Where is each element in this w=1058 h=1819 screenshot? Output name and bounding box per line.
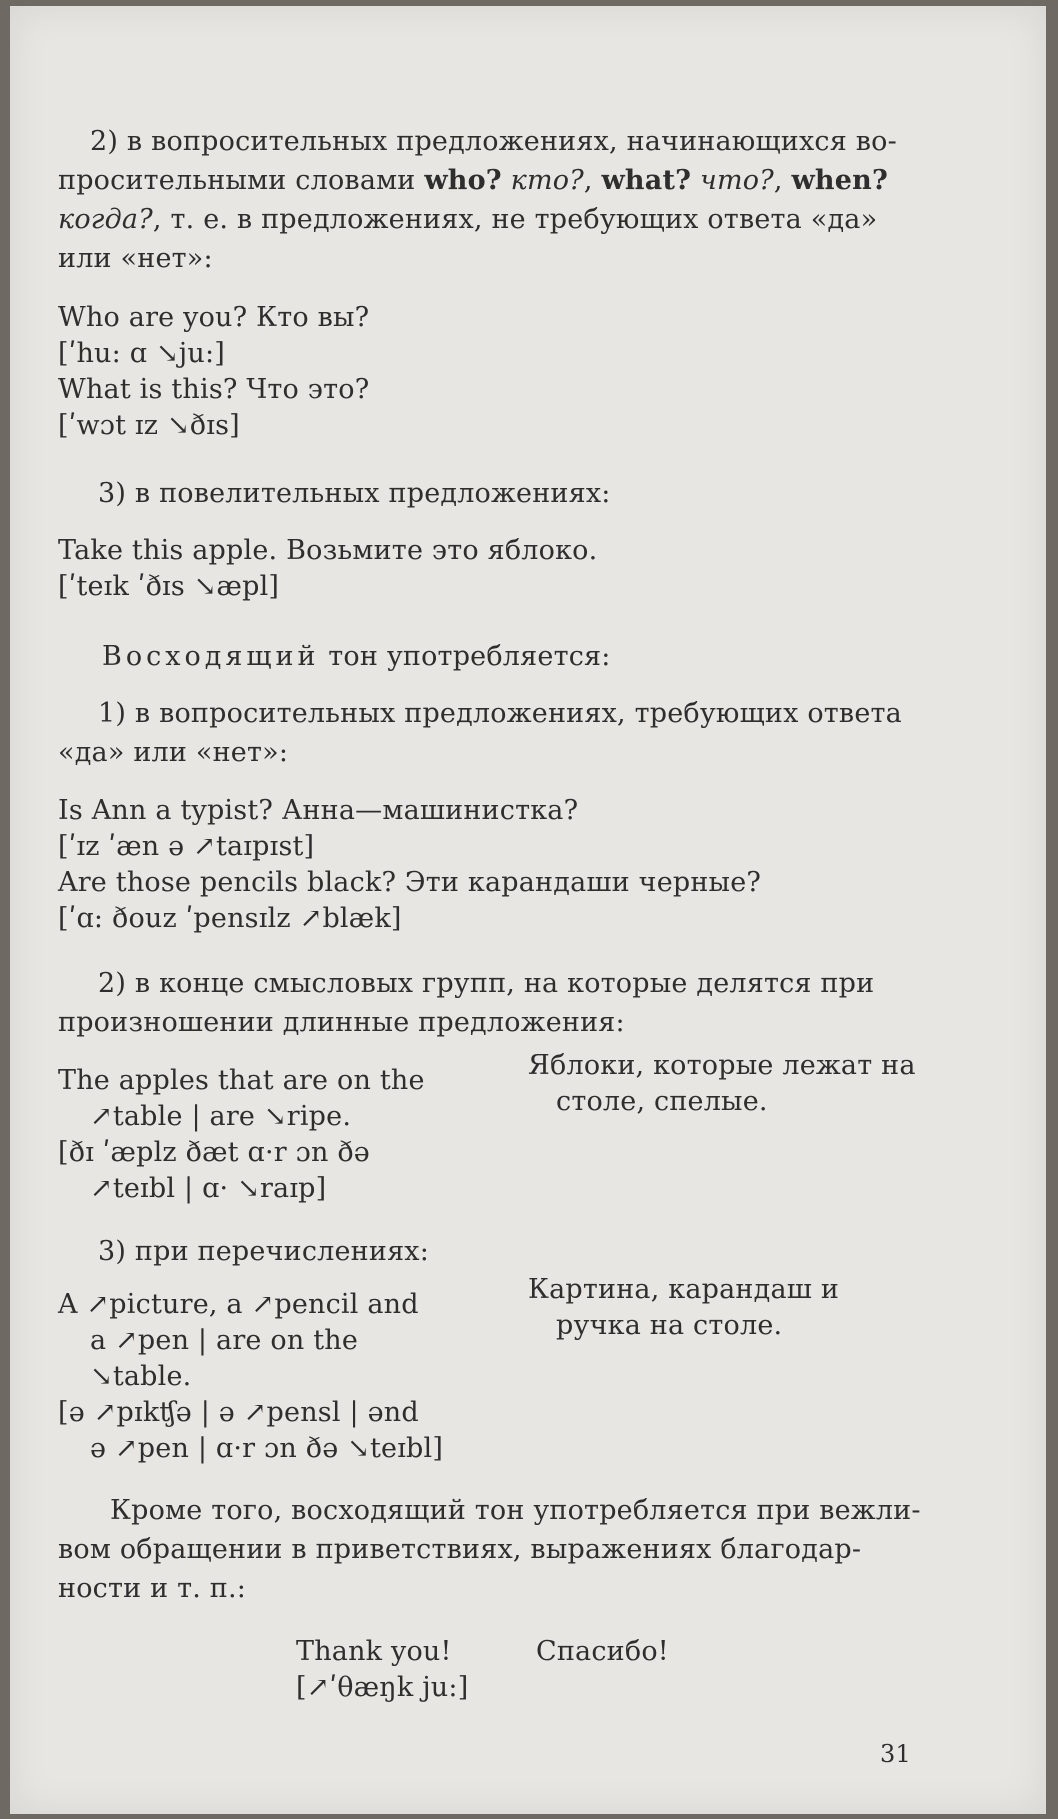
book-page xyxy=(10,6,1046,1814)
transcription-line: [ʹwɔt ɪz ↘ðɪs] xyxy=(58,410,240,441)
english-word: when? xyxy=(791,165,888,196)
transcription-line: [ʹɑ: ðouz ʹpensɪlz ↗blæk] xyxy=(58,903,402,934)
text-line: или «нет»: xyxy=(58,243,213,274)
text-line: 3) в повелительных предложениях: xyxy=(98,478,611,509)
example-line: Is Ann a typist? Анна—машинистка? xyxy=(58,795,579,826)
spaced-term: Восходящий xyxy=(102,641,320,672)
text-line: «да» или «нет»: xyxy=(58,737,289,768)
text-line: 1) в вопросительных предложениях, требующих ответа xyxy=(98,698,902,729)
transcription-line: ↗teɪbl | ɑ· ↘raɪp] xyxy=(90,1173,327,1204)
text-span: , xyxy=(583,165,593,196)
translation-line: Яблоки, которые лежат на xyxy=(528,1050,916,1081)
transcription-line: ə ↗pen | ɑ·r ɔn ðə ↘teɪbl] xyxy=(90,1433,444,1464)
text-line: 2) в конце смысловых групп, на которые делятся при xyxy=(98,968,875,999)
text-line: вом обращении в приветствиях, выражениях благодар- xyxy=(58,1534,862,1565)
transcription-line: [ə ↗pɪkʧə | ə ↗pensl | ənd xyxy=(58,1397,419,1428)
example-line: Take this apple. Возьмите это яблоко. xyxy=(58,535,598,566)
text-span: тон употребляется: xyxy=(328,641,611,672)
english-word: what? xyxy=(601,165,692,196)
example-line: The apples that are on the xyxy=(58,1065,425,1096)
translation-word: что? xyxy=(699,165,774,196)
text-line xyxy=(58,202,877,238)
example-line: A ↗picture, a ↗pencil and xyxy=(58,1289,419,1320)
example-line: Are those pencils black? Эти карандаши черные? xyxy=(58,867,762,898)
text-span: , т. е. в предложениях, не требующих ответа «да» xyxy=(152,204,878,235)
example-line: What is this? Что это? xyxy=(58,374,370,405)
translation-word: когда? xyxy=(58,204,153,235)
translation-word: кто? xyxy=(510,165,584,196)
example-line: ↗table | are ↘ripe. xyxy=(90,1101,352,1132)
text-line xyxy=(58,163,888,199)
page-number: 31 xyxy=(880,1740,911,1768)
example-line: Thank you! xyxy=(296,1636,452,1667)
transcription-line: [ʹɪz ʹæn ə ↗taɪpɪst] xyxy=(58,831,315,862)
translation-line: столе, спелые. xyxy=(556,1086,768,1117)
transcription-line: [ʹteɪk ʹðɪs ↘æpl] xyxy=(58,571,280,602)
text-line: Кроме того, восходящий тон употребляется при вежли- xyxy=(110,1495,921,1526)
text-line: 3) при перечислениях: xyxy=(98,1236,430,1267)
text-line: произношении длинные предложения: xyxy=(58,1007,625,1038)
translation-line: ручка на столе. xyxy=(556,1310,783,1341)
translation-line: Картина, карандаш и xyxy=(528,1274,840,1305)
example-line: a ↗pen | are on the xyxy=(90,1325,359,1356)
english-word: who? xyxy=(424,165,502,196)
transcription-line: [ðɪ ʹæplz ðæt ɑ·r ɔn ðə xyxy=(58,1137,370,1168)
example-line: ↘table. xyxy=(90,1361,192,1392)
translation-line: Спасибо! xyxy=(536,1636,669,1667)
transcription-line: [↗ʹθæŋk ju:] xyxy=(296,1672,469,1703)
text-line: ности и т. п.: xyxy=(58,1573,247,1604)
transcription-line: [ʹhu: ɑ ↘ju:] xyxy=(58,338,225,369)
text-span: просительными словами xyxy=(58,165,416,196)
example-line: Who are you? Кто вы? xyxy=(58,302,370,333)
text-line: 2) в вопросительных предложениях, начинающихся во- xyxy=(90,126,897,157)
text-span: , xyxy=(773,165,783,196)
section-heading xyxy=(102,639,611,675)
